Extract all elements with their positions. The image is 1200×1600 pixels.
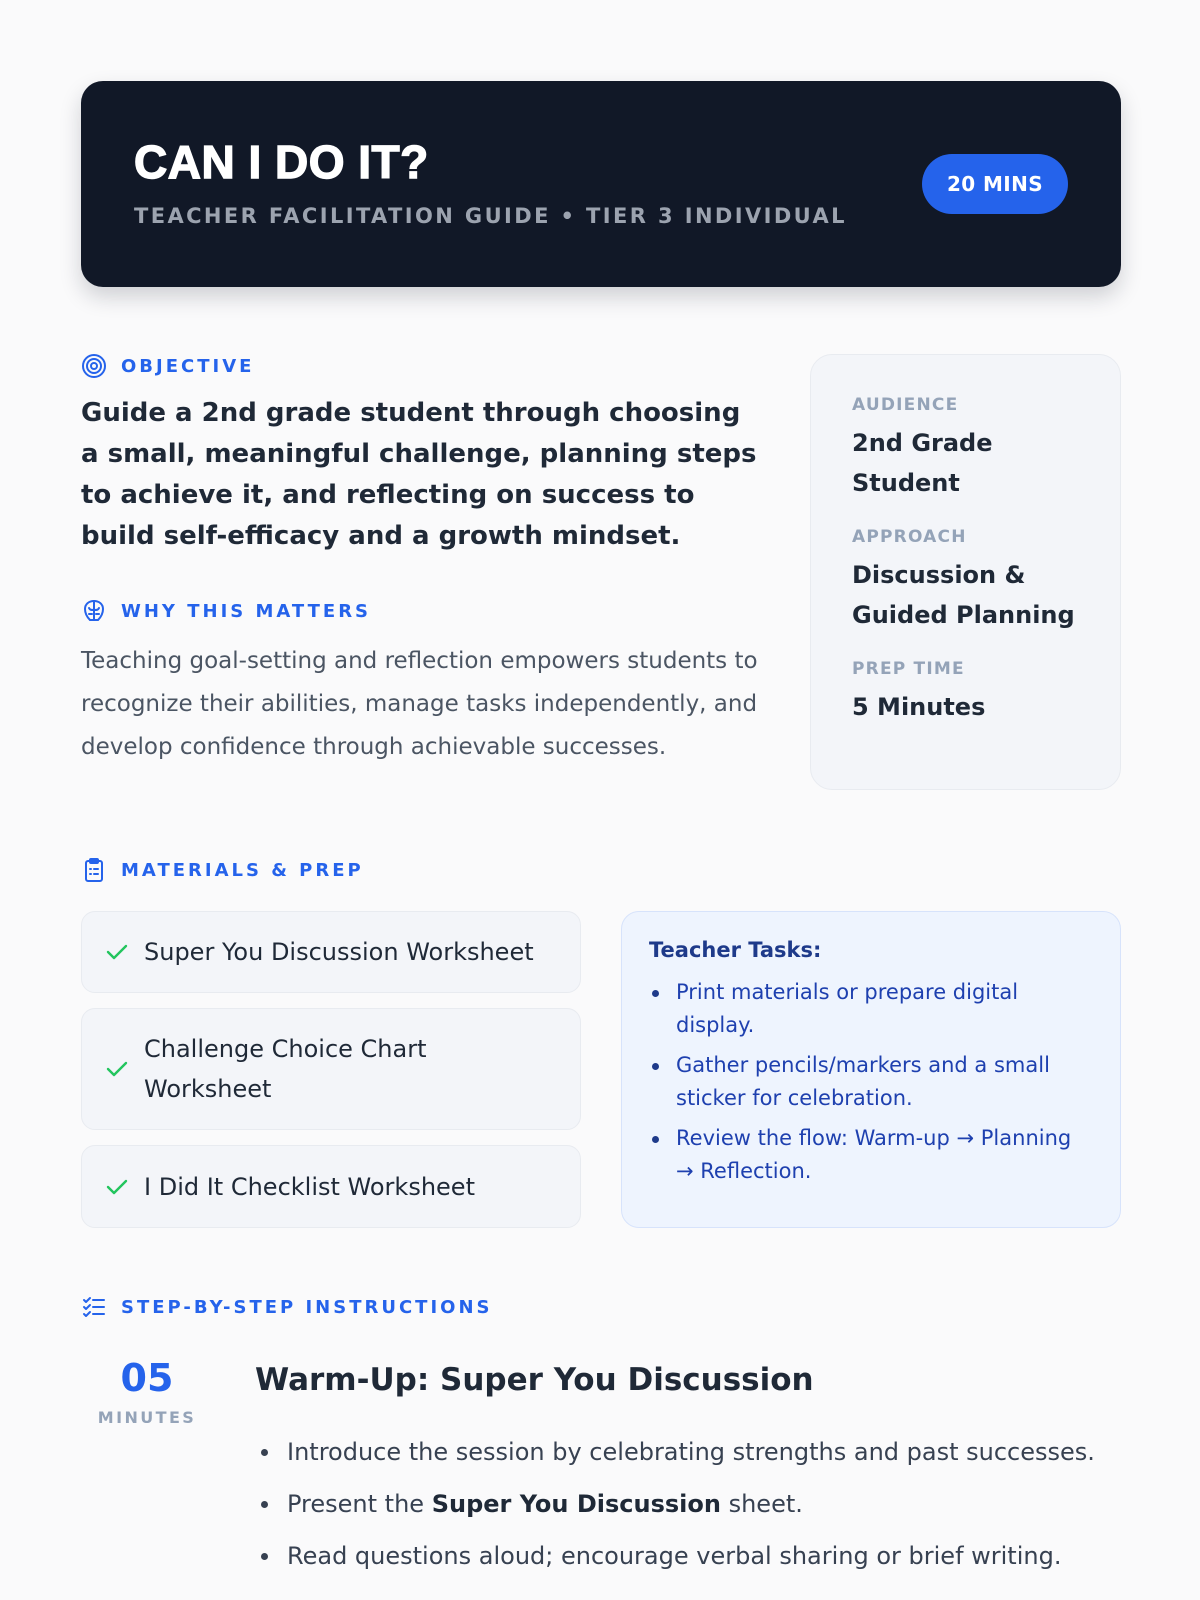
check-icon [104,939,130,965]
material-item [81,1145,581,1228]
material-item [81,911,581,993]
materials-label: MATERIALS & PREP [121,859,364,881]
page-subtitle: TEACHER FACILITATION GUIDE • TIER 3 INDIVIDUAL [134,204,847,228]
materials-heading [81,857,364,883]
header-banner [81,81,1121,287]
approach-label: APPROACH [852,527,967,547]
step-bullet-text: Present the [287,1490,432,1518]
target-icon [81,353,107,379]
teacher-tasks-title: Teacher Tasks: [649,938,822,962]
approach-info [852,527,1100,635]
step-bullet: Introduce the session by celebrating strengths and past successes. [255,1426,1121,1478]
material-item-label: I Did It Checklist Worksheet [144,1172,475,1201]
worksheet-name: Super You Discussion [431,1490,721,1518]
material-item-label: Super You Discussion Worksheet [144,938,534,966]
why-label: WHY THIS MATTERS [121,600,372,622]
steps-heading [81,1294,492,1320]
teacher-task-item: Gather pencils/markers and a small sticker for celebration. [649,1049,1094,1115]
step-bullet [255,1478,1121,1530]
step-minutes: 05 [120,1356,174,1400]
duration-badge: 20 MINS [922,154,1068,214]
why-heading [81,598,371,624]
step-bullet-text: sheet. [720,1490,803,1518]
page-title: CAN I DO IT? [134,136,429,188]
checklist-icon [81,1294,107,1320]
audience-value: 2nd Grade Student [852,429,993,497]
audience-label: AUDIENCE [852,395,959,415]
approach-value: Discussion & Guided Planning [852,561,1075,629]
objective-text: Guide a 2nd grade student through choosing a small, meaningful challenge, planning steps to achieve it, and reflecting on success to build self-efficacy and a growth mindset. [81,398,757,551]
step-minutes-unit: MINUTES [97,1408,197,1427]
check-icon [104,1056,130,1082]
step-bullets [255,1426,1121,1582]
objective-heading [81,353,254,379]
teacher-tasks-list [649,976,1094,1188]
material-item-label: Challenge Choice Chart Worksheet [144,1035,427,1103]
audience-info [852,395,1100,503]
teacher-task-item: Review the flow: Warm-up → Planning → Reflection. [649,1122,1094,1188]
check-icon [104,1174,130,1200]
objective-label: OBJECTIVE [121,355,255,377]
prep-value: 5 Minutes [852,693,986,721]
clipboard-icon [81,857,107,883]
prep-label: PREP TIME [852,659,965,679]
steps-label: STEP-BY-STEP INSTRUCTIONS [121,1296,493,1318]
info-card [810,354,1121,790]
step-bullet: Read questions aloud; encourage verbal sharing or brief writing. [255,1530,1121,1582]
teacher-task-item: Print materials or prepare digital display. [649,976,1094,1042]
material-item [81,1008,581,1130]
step-title: Warm-Up: Super You Discussion [255,1362,814,1398]
why-text: Teaching goal-setting and reflection empowers students to recognize their abilities, manage tasks independently, and develop confidence through achievable successes. [81,648,758,760]
prep-info [852,659,1100,727]
teacher-tasks-card [621,911,1121,1228]
brain-icon [81,598,107,624]
